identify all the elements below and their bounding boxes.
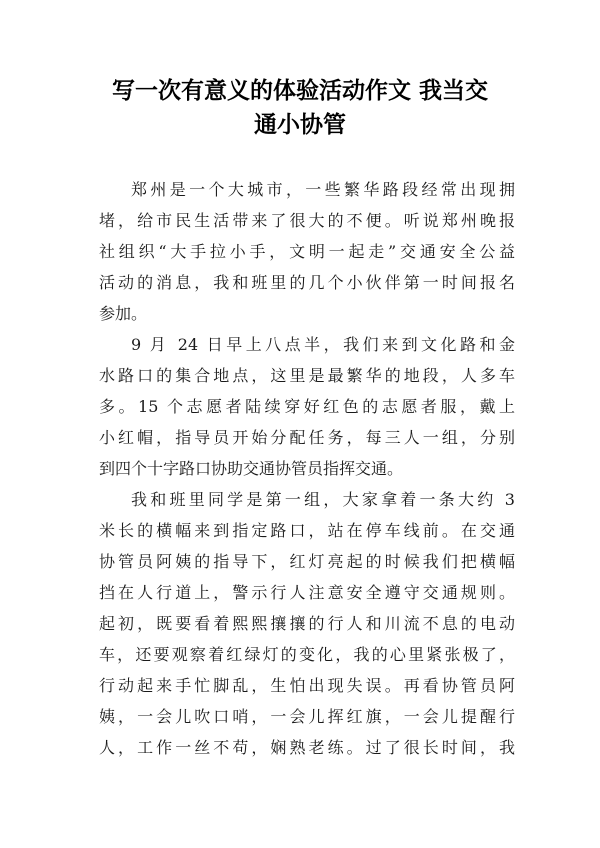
text-line: 小红帽，指导员开始分配任务，每三人一组，分别: [99, 428, 515, 447]
text-line: 米长的横幅来到指定路口，站在停车线前。在交通: [99, 521, 515, 540]
text-line: 多。15 个志愿者陆续穿好红色的志愿者服，戴上: [99, 397, 515, 416]
text-line: 水路口的集合地点，这里是最繁华的地段，人多车: [99, 366, 515, 385]
paragraph-2: [99, 329, 515, 484]
text-line: 协管员阿姨的指导下，红灯亮起的时候我们把横幅: [99, 552, 515, 571]
text-line: 社组织“大手拉小手，文明一起走”交通安全公益: [99, 242, 515, 261]
text-line: 活动的消息，我和班里的几个小伙伴第一时间报名: [99, 273, 515, 292]
text-line: 车，还要观察着红绿灯的变化，我的心里紧张极了，: [99, 645, 515, 664]
text-line: 行动起来手忙脚乱，生怕出现失误。再看协管员阿: [99, 676, 515, 695]
text-line: 9 月 24 日早上八点半，我们来到文化路和金: [131, 335, 515, 354]
text-line: 堵，给市民生活带来了很大的不便。听说郑州晚报: [99, 211, 515, 230]
text-line: 挡在人行道上，警示行人注意安全遵守交通规则。: [99, 583, 515, 602]
text-line: 人，工作一丝不苟，娴熟老练。过了很长时间，我: [99, 738, 515, 757]
article-body: [99, 174, 515, 763]
title-line-2: 通小协管: [254, 112, 346, 138]
text-line: 姨，一会儿吹口哨，一会儿挥红旗，一会儿提醒行: [99, 707, 515, 726]
title-line-1: 写一次有意义的体验活动作文 我当交: [111, 78, 488, 104]
text-line: 起初，既要看着熙熙攘攘的行人和川流不息的电动: [99, 614, 515, 633]
document-title: [90, 74, 510, 142]
paragraph-3: [99, 484, 515, 763]
paragraph-1: [99, 174, 515, 329]
text-line: 到四个十字路口协助交通协管员指挥交通。: [99, 459, 404, 478]
text-line: 我和班里同学是第一组，大家拿着一条大约 3: [131, 490, 515, 509]
text-line: 参加。: [99, 304, 148, 323]
text-line: 郑州是一个大城市，一些繁华路段经常出现拥: [131, 180, 515, 199]
